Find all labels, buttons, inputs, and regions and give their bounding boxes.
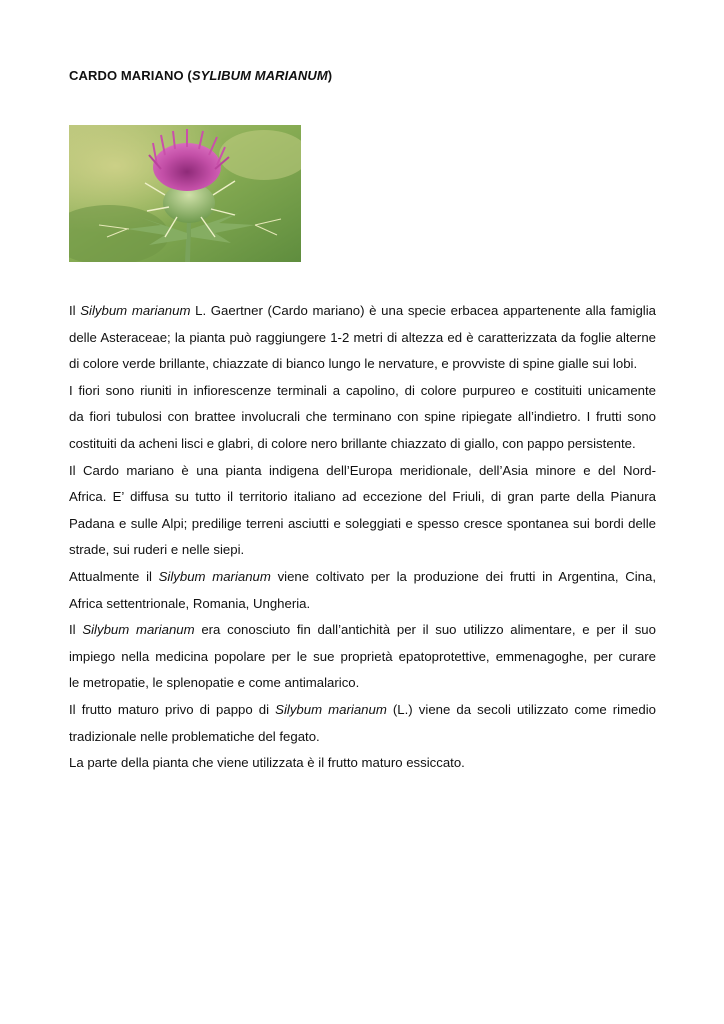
text-line xyxy=(69,537,656,564)
text-line xyxy=(69,564,656,591)
paragraph-1 xyxy=(69,298,656,378)
paragraph-6 xyxy=(69,697,656,750)
text-segment: Africa settentrionale, Romania, Ungheria. xyxy=(69,595,311,611)
text-line xyxy=(69,670,656,697)
text-segment: Attualmente il xyxy=(69,568,159,584)
text-segment: impiego nella medicina popolare per le sue proprietà epatoprotettive, emmenagoghe, per curare xyxy=(69,648,656,664)
paragraph-5 xyxy=(69,617,656,697)
document-title xyxy=(69,68,332,83)
text-segment: da fiori tubulosi con brattee involucrali che terminano con spine ripiegate all’indietro. I frutti sono xyxy=(69,409,656,425)
text-segment: le metropatie, le splenopatie e come antimalarico. xyxy=(69,675,360,691)
text-segment: strade, sui ruderi e nelle siepi. xyxy=(69,542,245,558)
text-segment: Il frutto maturo privo di pappo di xyxy=(69,701,276,717)
text-segment: Il xyxy=(69,303,81,318)
body-text xyxy=(69,298,656,777)
paragraph-2 xyxy=(69,378,656,458)
text-segment: di colore verde brillante, chiazzate di bianco lungo le nervature, e provviste di spine gialle sui lobi. xyxy=(69,356,638,372)
text-line xyxy=(69,404,656,431)
text-segment: Padana e sulle Alpi; predilige terreni asciutti e soleggiati e spesso cresce spontanea sui bordi delle xyxy=(69,515,656,531)
text-line xyxy=(69,644,656,671)
paragraph-4 xyxy=(69,564,656,617)
text-segment: (L.) viene da secoli utilizzato come rimedio xyxy=(386,701,656,717)
milk-thistle-photo xyxy=(69,125,301,262)
title-suffix: ) xyxy=(327,68,333,83)
text-line xyxy=(69,750,656,777)
text-line xyxy=(69,484,656,511)
text-line xyxy=(69,458,656,485)
text-line xyxy=(69,697,656,724)
text-segment: La parte della pianta che viene utilizzata è il frutto maturo essiccato. xyxy=(69,755,465,771)
text-line xyxy=(69,591,656,618)
paragraph-3 xyxy=(69,458,656,564)
text-line xyxy=(69,325,656,352)
text-line xyxy=(69,431,656,458)
title-prefix: CARDO MARIANO ( xyxy=(69,68,192,83)
text-segment: L. Gaertner (Cardo mariano) è una specie erbacea appartenente alla famiglia xyxy=(190,303,656,318)
text-line xyxy=(69,298,656,325)
text-segment: costituiti da acheni lisci e glabri, di colore nero brillante chiazzato di giallo, con pappo persistente. xyxy=(69,435,636,451)
title-italic: SYLIBUM MARIANUM xyxy=(191,68,328,83)
text-segment: viene coltivato per la produzione dei frutti in Argentina, Cina, xyxy=(270,568,657,584)
text-line xyxy=(69,378,656,405)
italic-species-name: Silybum marianum xyxy=(82,622,195,638)
text-segment: I fiori sono riuniti in infiorescenze terminali a capolino, di colore purpureo e costituiti unicamente xyxy=(69,382,656,398)
text-segment: tradizionale nelle problematiche del fegato. xyxy=(69,728,320,744)
italic-species-name: Silybum marianum xyxy=(275,701,387,717)
italic-species-name: Silybum marianum xyxy=(158,568,271,584)
italic-species-name: Silybum marianum xyxy=(80,303,191,318)
text-line xyxy=(69,511,656,538)
text-segment: era conosciuto fin dall’antichità per il suo utilizzo alimentare, e per il suo xyxy=(194,622,656,638)
text-segment: Il Cardo mariano è una pianta indigena dell’Europa meridionale, dell’Asia minore e del Nord- xyxy=(69,462,656,478)
text-segment: delle Asteraceae; la pianta può raggiungere 1-2 metri di altezza ed è caratterizzata da foglie alterne xyxy=(69,329,656,345)
text-segment: Il xyxy=(69,622,83,638)
text-segment: Africa. E’ diffusa su tutto il territorio italiano ad eccezione del Friuli, di gran parte della Pianura xyxy=(69,489,656,505)
text-line xyxy=(69,351,656,378)
text-line xyxy=(69,617,656,644)
text-line xyxy=(69,724,656,751)
paragraph-7 xyxy=(69,750,656,777)
